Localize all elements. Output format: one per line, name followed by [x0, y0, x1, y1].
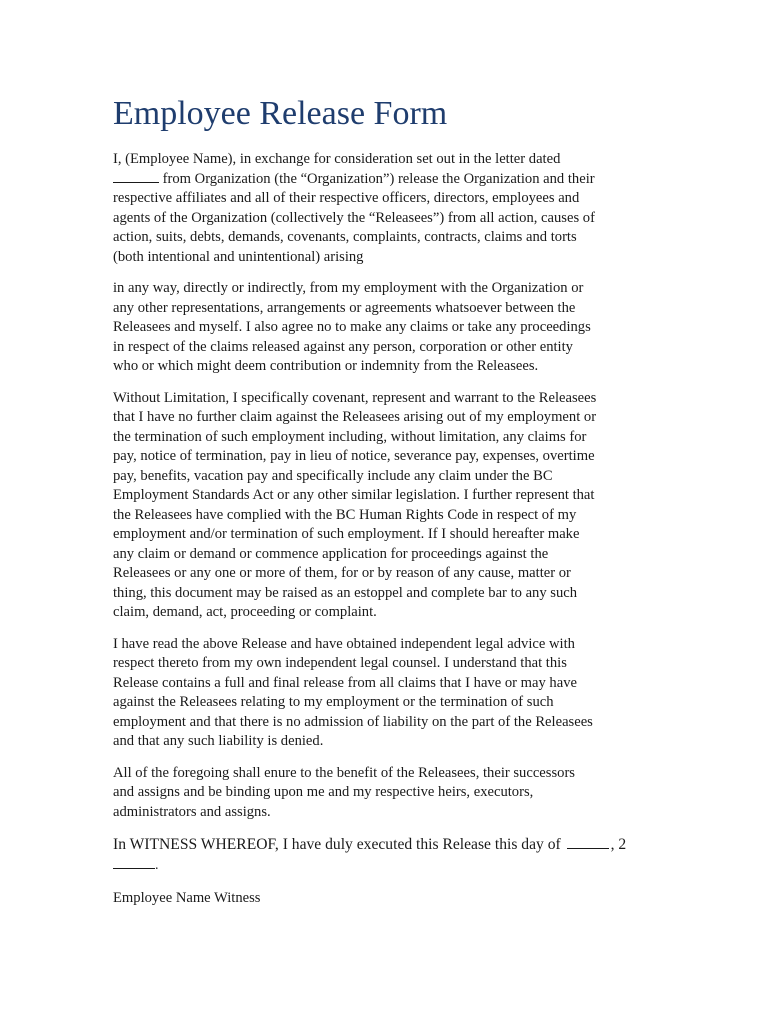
paragraph-covenant: Without Limitation, I specifically covenant, represent and warrant to the Releasees that I have no further claim against the Releasees arising out of my employment or the termination of such employment including, without limitation, any claims for pay, notice of termination, pay in lieu of notice, severance pay, expenses, overtime pay, benefits, vacation pay and specifically include any claim under the BC Employment Standards Act or any other similar legislation. I further represent that the Releasees have complied with the BC Human Rights Code in respect of my employment and/or termination of such employment. If I should hereafter make any claim or demand or commence application for proceedings against the Releasees or any one or more of them, for or by reason of any cause, matter or thing, this document may be raised as an estoppel and complete bar to any such claim, demand, act, proceeding or complaint. — [113, 389, 597, 620]
paragraph-employment-scope: in any way, directly or indirectly, from my employment with the Organization or any other representations, arrangements or agreements whatsoever between the Releasees and myself. I also agree no to make any claims or take any proceedings in respect of the claims released against any person, corporation or other entity who or which might deem contribution or indemnity from the Releasees. — [113, 280, 591, 374]
witness-period: . — [155, 858, 159, 873]
day-blank-line — [567, 836, 609, 849]
date-blank-line — [113, 170, 159, 183]
paragraph-release-intro-start: I, (Employee Name), in exchange for consideration set out in the letter dated — [113, 151, 561, 167]
signature-labels: Employee Name Witness — [113, 890, 261, 906]
paragraph-release-intro — [113, 150, 713, 267]
document-title: Employee Release Form — [113, 95, 448, 132]
witness-year-prefix: , 2 — [610, 836, 627, 853]
paragraph-release-intro-rest: from Organization (the “Organization”) release the Organization and their respective affiliates and all of their respective officers, directors, employees and agents of the Organization (collectively the “Releasees”) from all action, causes of action, suits, debts, demands, covenants, complaints, contracts, claims and torts (both intentional and unintentional) arising — [113, 170, 595, 265]
witness-statement-text: In WITNESS WHEREOF, I have duly executed this Release this day of — [113, 836, 561, 853]
year-blank-row — [113, 856, 713, 873]
document-page — [113, 92, 713, 908]
paragraph-legal-advice: I have read the above Release and have obtained independent legal advice with respect thereto from my own independent legal counsel. I understand that this Release contains a full and final release from all claims that I have or may have against the Releasees relating to my employment or the termination of such employment and that there is no admission of liability on the part of the Releasees and that any such liability is denied. — [113, 635, 593, 749]
paragraph-successors: All of the foregoing shall enure to the benefit of the Releasees, their successors and assigns and be binding upon me and my respective heirs, executors, administrators and assigns. — [113, 764, 575, 820]
year-blank-line — [113, 860, 155, 869]
witness-statement — [113, 834, 713, 856]
